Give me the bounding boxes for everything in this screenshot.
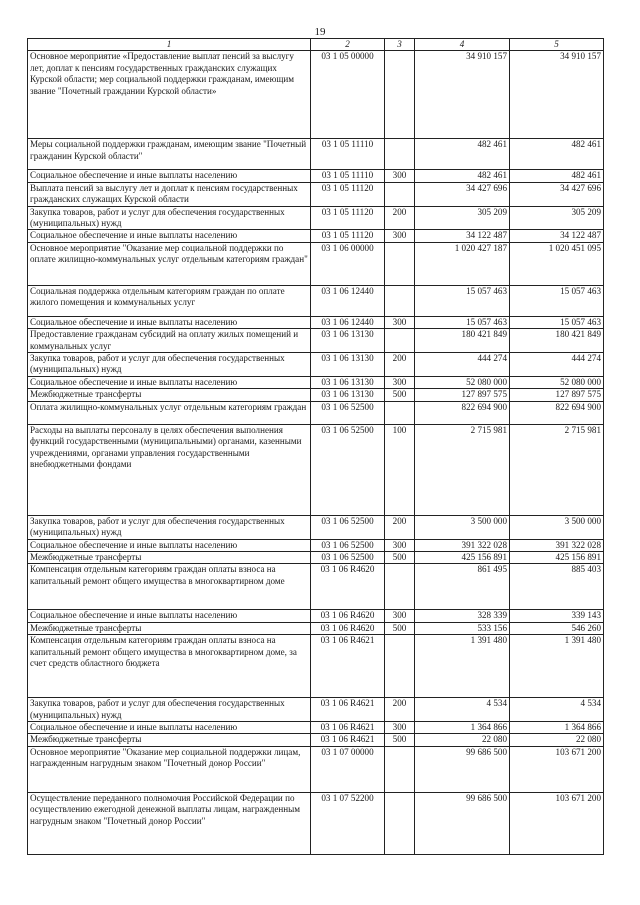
row-amount-col4: 444 274	[415, 353, 510, 377]
row-code: 03 1 06 52500	[311, 515, 385, 539]
row-expense-type: 300	[385, 721, 415, 733]
row-amount-col4: 425 156 891	[415, 551, 510, 563]
row-code: 03 1 06 12440	[311, 285, 385, 316]
row-description: Социальное обеспечение и иные выплаты населению	[28, 721, 311, 733]
row-description: Социальное обеспечение и иные выплаты населению	[28, 170, 311, 182]
row-amount-col4: 99 686 500	[415, 746, 510, 792]
row-code: 03 1 06 13130	[311, 376, 385, 388]
row-amount-col5: 444 274	[510, 353, 604, 377]
row-description: Социальное обеспечение и иные выплаты населению	[28, 376, 311, 388]
row-amount-col5: 1 020 451 095	[510, 242, 604, 285]
table-row	[28, 734, 604, 746]
row-code: 03 1 06 R4621	[311, 721, 385, 733]
row-expense-type	[385, 401, 415, 424]
row-amount-col4: 15 057 463	[415, 285, 510, 316]
row-amount-col5: 15 057 463	[510, 285, 604, 316]
row-amount-col5: 34 427 696	[510, 182, 604, 206]
row-code: 03 1 06 52500	[311, 424, 385, 515]
row-amount-col4: 305 209	[415, 206, 510, 230]
table-row	[28, 170, 604, 182]
row-code: 03 1 05 11120	[311, 182, 385, 206]
table-row	[28, 721, 604, 733]
row-code: 03 1 06 52500	[311, 551, 385, 563]
row-amount-col5: 34 122 487	[510, 230, 604, 242]
row-amount-col5: 1 391 480	[510, 635, 604, 698]
row-description: Меры социальной поддержки гражданам, имеющим звание "Почетный гражданин Курской области"	[28, 139, 311, 170]
row-amount-col4: 1 020 427 187	[415, 242, 510, 285]
row-description: Осуществление переданного полномочия Российской Федерации по осуществлению ежегодной денежной выплаты лицам, награжденным нагрудным знаком "Почетный донор России"	[28, 792, 311, 854]
row-code: 03 1 05 11120	[311, 206, 385, 230]
row-description: Закупка товаров, работ и услуг для обеспечения государственных (муниципальных) нужд	[28, 515, 311, 539]
table-header-row	[28, 39, 604, 51]
row-description: Социальная поддержка отдельным категориям граждан по оплате жилого помещения и коммунальных услуг	[28, 285, 311, 316]
table-row	[28, 610, 604, 622]
row-expense-type: 100	[385, 424, 415, 515]
row-expense-type: 300	[385, 376, 415, 388]
table-row	[28, 698, 604, 722]
row-expense-type: 500	[385, 734, 415, 746]
row-expense-type	[385, 635, 415, 698]
row-amount-col5: 482 461	[510, 170, 604, 182]
row-expense-type	[385, 329, 415, 353]
row-amount-col4: 391 322 028	[415, 539, 510, 551]
row-expense-type: 300	[385, 539, 415, 551]
row-code: 03 1 06 52500	[311, 539, 385, 551]
row-description: Закупка товаров, работ и услуг для обеспечения государственных (муниципальных) нужд	[28, 206, 311, 230]
table-row	[28, 51, 604, 139]
row-description: Межбюджетные трансферты	[28, 622, 311, 634]
table-row	[28, 551, 604, 563]
row-expense-type: 300	[385, 610, 415, 622]
row-amount-col5: 885 403	[510, 564, 604, 610]
row-expense-type: 300	[385, 316, 415, 328]
row-amount-col5: 15 057 463	[510, 316, 604, 328]
table-row	[28, 206, 604, 230]
row-expense-type: 300	[385, 230, 415, 242]
row-code: 03 1 06 R4621	[311, 734, 385, 746]
row-expense-type	[385, 139, 415, 170]
row-expense-type	[385, 51, 415, 139]
table-row	[28, 401, 604, 424]
table-row	[28, 424, 604, 515]
row-description: Компенсация отдельным категориям граждан оплаты взноса на капитальный ремонт общего имущества в многоквартирном доме, за счет средств областного бюджета	[28, 635, 311, 698]
row-amount-col4: 533 156	[415, 622, 510, 634]
row-amount-col4: 482 461	[415, 139, 510, 170]
row-expense-type: 200	[385, 353, 415, 377]
row-amount-col4: 99 686 500	[415, 792, 510, 854]
row-code: 03 1 05 11110	[311, 170, 385, 182]
page-number: 19	[314, 26, 326, 38]
row-amount-col4: 34 122 487	[415, 230, 510, 242]
row-expense-type	[385, 285, 415, 316]
row-code: 03 1 06 R4621	[311, 635, 385, 698]
row-description: Межбюджетные трансферты	[28, 734, 311, 746]
table-row	[28, 746, 604, 792]
row-amount-col5: 425 156 891	[510, 551, 604, 563]
table-row	[28, 230, 604, 242]
row-amount-col5: 22 080	[510, 734, 604, 746]
column-header: 1	[28, 39, 311, 51]
row-code: 03 1 06 R4620	[311, 610, 385, 622]
table-row	[28, 182, 604, 206]
row-amount-col5: 822 694 900	[510, 401, 604, 424]
row-amount-col5: 391 322 028	[510, 539, 604, 551]
row-description: Основное мероприятие "Оказание мер социальной поддержки по оплате жилищно-коммунальных услуг отдельным категориям граждан"	[28, 242, 311, 285]
table-row	[28, 316, 604, 328]
row-amount-col5: 339 143	[510, 610, 604, 622]
row-expense-type: 200	[385, 698, 415, 722]
row-expense-type: 500	[385, 622, 415, 634]
table-row	[28, 539, 604, 551]
row-amount-col4: 861 495	[415, 564, 510, 610]
row-description: Социальное обеспечение и иные выплаты населению	[28, 316, 311, 328]
row-amount-col4: 22 080	[415, 734, 510, 746]
row-amount-col4: 2 715 981	[415, 424, 510, 515]
row-amount-col4: 180 421 849	[415, 329, 510, 353]
row-code: 03 1 06 R4620	[311, 622, 385, 634]
row-amount-col5: 482 461	[510, 139, 604, 170]
row-amount-col4: 3 500 000	[415, 515, 510, 539]
row-expense-type: 200	[385, 515, 415, 539]
row-expense-type	[385, 564, 415, 610]
row-amount-col5: 103 671 200	[510, 792, 604, 854]
row-amount-col4: 52 080 000	[415, 376, 510, 388]
row-code: 03 1 07 52200	[311, 792, 385, 854]
table-row	[28, 622, 604, 634]
column-header: 3	[385, 39, 415, 51]
row-amount-col4: 482 461	[415, 170, 510, 182]
row-amount-col5: 546 260	[510, 622, 604, 634]
row-amount-col5: 1 364 866	[510, 721, 604, 733]
row-expense-type: 300	[385, 170, 415, 182]
row-code: 03 1 06 R4620	[311, 564, 385, 610]
row-expense-type	[385, 746, 415, 792]
row-amount-col5: 305 209	[510, 206, 604, 230]
row-amount-col4: 1 364 866	[415, 721, 510, 733]
row-amount-col4: 34 427 696	[415, 182, 510, 206]
row-description: Основное мероприятие «Предоставление выплат пенсий за выслугу лет, доплат к пенсиям государственных гражданских служащих Курской области; мер социальной поддержки гражданам, имеющим звание "Почетный граждании Курской области»	[28, 51, 311, 139]
row-code: 03 1 06 12440	[311, 316, 385, 328]
row-amount-col5: 2 715 981	[510, 424, 604, 515]
table-row	[28, 564, 604, 610]
row-description: Компенсация отдельным категориям граждан оплаты взноса на капитальный ремонт общего имущества в многоквартирном доме	[28, 564, 311, 610]
row-code: 03 1 06 13130	[311, 353, 385, 377]
row-code: 03 1 05 11110	[311, 139, 385, 170]
table-row	[28, 285, 604, 316]
row-amount-col4: 822 694 900	[415, 401, 510, 424]
row-expense-type: 500	[385, 551, 415, 563]
row-amount-col4: 127 897 575	[415, 389, 510, 401]
table-row	[28, 515, 604, 539]
table-row	[28, 389, 604, 401]
row-description: Выплата пенсий за выслугу лет и доплат к пенсиям государственных гражданских служащих Курской области	[28, 182, 311, 206]
row-amount-col5: 34 910 157	[510, 51, 604, 139]
row-code: 03 1 06 00000	[311, 242, 385, 285]
row-amount-col4: 1 391 480	[415, 635, 510, 698]
row-code: 03 1 06 13130	[311, 389, 385, 401]
row-code: 03 1 07 00000	[311, 746, 385, 792]
table-row	[28, 353, 604, 377]
row-description: Оплата жилищно-коммунальных услуг отдельным категориям граждан	[28, 401, 311, 424]
row-amount-col5: 4 534	[510, 698, 604, 722]
row-description: Социальное обеспечение и иные выплаты населению	[28, 610, 311, 622]
row-amount-col5: 52 080 000	[510, 376, 604, 388]
row-code: 03 1 06 13130	[311, 329, 385, 353]
row-amount-col4: 34 910 157	[415, 51, 510, 139]
table-row	[28, 242, 604, 285]
column-header: 2	[311, 39, 385, 51]
row-description: Межбюджетные трансферты	[28, 551, 311, 563]
table-row	[28, 792, 604, 854]
row-description: Социальное обеспечение и иные выплаты населению	[28, 230, 311, 242]
table-row	[28, 329, 604, 353]
row-amount-col4: 4 534	[415, 698, 510, 722]
row-expense-type	[385, 242, 415, 285]
row-expense-type: 500	[385, 389, 415, 401]
table-row	[28, 376, 604, 388]
column-header: 4	[415, 39, 510, 51]
row-amount-col4: 328 339	[415, 610, 510, 622]
column-header: 5	[510, 39, 604, 51]
row-description: Межбюджетные трансферты	[28, 389, 311, 401]
row-description: Социальное обеспечение и иные выплаты населению	[28, 539, 311, 551]
table-row	[28, 139, 604, 170]
row-code: 03 1 06 R4621	[311, 698, 385, 722]
row-amount-col5: 103 671 200	[510, 746, 604, 792]
budget-table	[27, 38, 604, 855]
table-row	[28, 635, 604, 698]
row-amount-col5: 180 421 849	[510, 329, 604, 353]
row-description: Закупка товаров, работ и услуг для обеспечения государственных (муниципальных) нужд	[28, 353, 311, 377]
row-amount-col4: 15 057 463	[415, 316, 510, 328]
row-description: Расходы на выплаты персоналу в целях обеспечения выполнения функций государственными (муниципальными) органами, казенными учреждениями, органами управления государственными внебюджетными фондами	[28, 424, 311, 515]
row-description: Основное мероприятие "Оказание мер социальной поддержки лицам, награжденным нагрудным знаком "Почетный донор России"	[28, 746, 311, 792]
row-expense-type: 200	[385, 206, 415, 230]
row-code: 03 1 06 52500	[311, 401, 385, 424]
row-amount-col5: 3 500 000	[510, 515, 604, 539]
row-expense-type	[385, 182, 415, 206]
row-code: 03 1 05 00000	[311, 51, 385, 139]
row-amount-col5: 127 897 575	[510, 389, 604, 401]
row-expense-type	[385, 792, 415, 854]
row-code: 03 1 05 11120	[311, 230, 385, 242]
row-description: Предоставление гражданам субсидий на оплату жилых помещений и коммунальных услуг	[28, 329, 311, 353]
row-description: Закупка товаров, работ и услуг для обеспечения государственных (муниципальных) нужд	[28, 698, 311, 722]
